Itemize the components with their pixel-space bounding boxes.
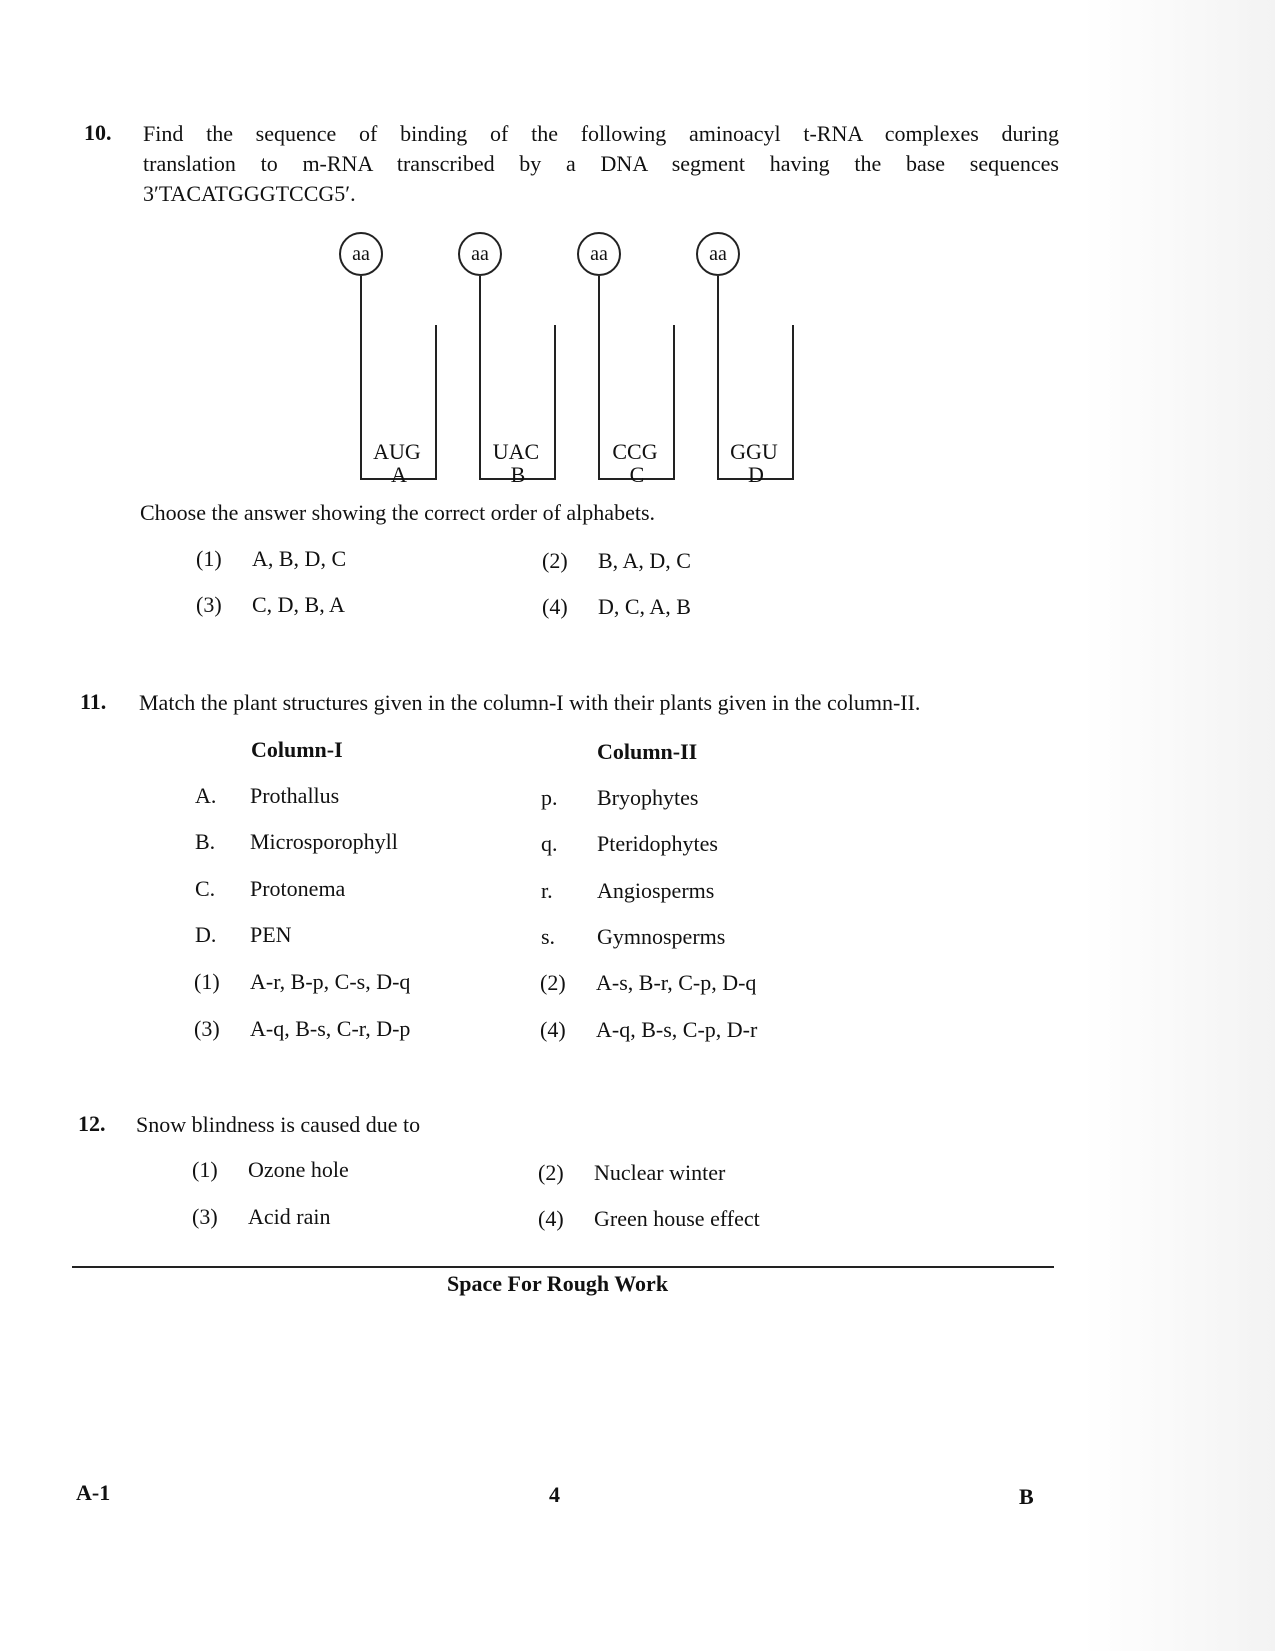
column-2-item: Pteridophytes [597,831,718,856]
trna-label-d: D [748,462,764,487]
trna-label-a: A [391,462,407,487]
option-number: (2) [538,1160,564,1185]
column-2-item: Gymnosperms [597,924,726,949]
question-12-number: 12. [78,1111,106,1136]
option-number: (3) [194,1016,220,1041]
question-11-option-4[interactable]: A-q, B-s, C-p, D-r [596,1017,758,1042]
anticodon-b: UAC [492,439,540,464]
column-2-label: r. [541,878,553,903]
column-1-label: D. [195,922,217,947]
column-2-item: Angiosperms [597,878,715,903]
trna-label-c: C [629,462,645,487]
amino-acid-circle: aa [458,232,502,276]
footer-code: A-1 [76,1480,111,1505]
amino-acid-circle: aa [339,232,383,276]
question-12-option-3[interactable]: Acid rain [248,1204,331,1229]
question-12-text: Snow blindness is caused due to [136,1112,421,1137]
column-1-item: Prothallus [250,783,340,808]
question-11-text: Match the plant structures given in the column-I with their plants given in the column-II. [139,690,921,715]
column-1-label: C. [195,876,216,901]
amino-acid-circle: aa [696,232,740,276]
booklet-series: B [1019,1484,1034,1509]
question-12-option-4[interactable]: Green house effect [594,1206,760,1231]
amino-acid-circle: aa [577,232,621,276]
option-number: (1) [194,969,220,994]
column-2-header: Column-II [597,739,698,764]
column-2-label: p. [541,785,558,810]
option-number: (1) [196,546,222,571]
rough-work-divider [72,1266,1054,1268]
column-2-item: Bryophytes [597,785,699,810]
column-2-label: q. [541,831,558,856]
option-number: (2) [540,970,566,995]
column-2-label: s. [541,924,556,949]
option-number: (4) [542,594,568,619]
question-10-option-2[interactable]: B, A, D, C [598,548,691,573]
option-number: (1) [192,1157,218,1182]
rough-work-label: Space For Rough Work [447,1271,669,1296]
anticodon-a: AUG [373,439,421,464]
option-number: (3) [196,592,222,617]
question-12-option-1[interactable]: Ozone hole [248,1157,349,1182]
question-12-option-2[interactable]: Nuclear winter [594,1160,726,1185]
column-1-item: PEN [250,922,292,947]
column-1-header: Column-I [251,737,343,762]
trna-stem-right [435,325,437,480]
question-11-option-1[interactable]: A-r, B-p, C-s, D-q [250,969,411,994]
column-1-label: B. [195,829,216,854]
option-number: (2) [542,548,568,573]
trna-stem-right [792,325,794,480]
trna-label-b: B [510,462,526,487]
question-10-line-1: Find the sequence of binding of the following aminoacyl t-RNA complexes during [143,121,1059,146]
question-11-option-2[interactable]: A-s, B-r, C-p, D-q [596,970,757,995]
option-number: (4) [540,1017,566,1042]
trna-diagram [320,225,820,495]
question-10-line-3: 3′TACATGGGTCCG5′. [143,181,356,206]
question-10-option-4[interactable]: D, C, A, B [598,594,691,619]
anticodon-d: GGU [730,439,778,464]
question-10-line-2: translation to m-RNA transcribed by a DNA segment having the base sequences [143,151,1059,176]
option-number: (4) [538,1206,564,1231]
column-1-item: Microsporophyll [250,829,398,854]
question-11-option-3[interactable]: A-q, B-s, C-r, D-p [250,1016,411,1041]
trna-stem-right [554,325,556,480]
column-1-item: Protonema [250,876,346,901]
option-number: (3) [192,1204,218,1229]
anticodon-c: CCG [612,439,658,464]
question-11-number: 11. [80,689,107,714]
question-10-number: 10. [84,120,112,145]
question-10-prompt: Choose the answer showing the correct order of alphabets. [140,500,656,525]
column-1-label: A. [195,783,217,808]
question-10-option-3[interactable]: C, D, B, A [252,592,345,617]
trna-stem-right [673,325,675,480]
page-number: 4 [549,1482,560,1507]
question-10-option-1[interactable]: A, B, D, C [252,546,347,571]
